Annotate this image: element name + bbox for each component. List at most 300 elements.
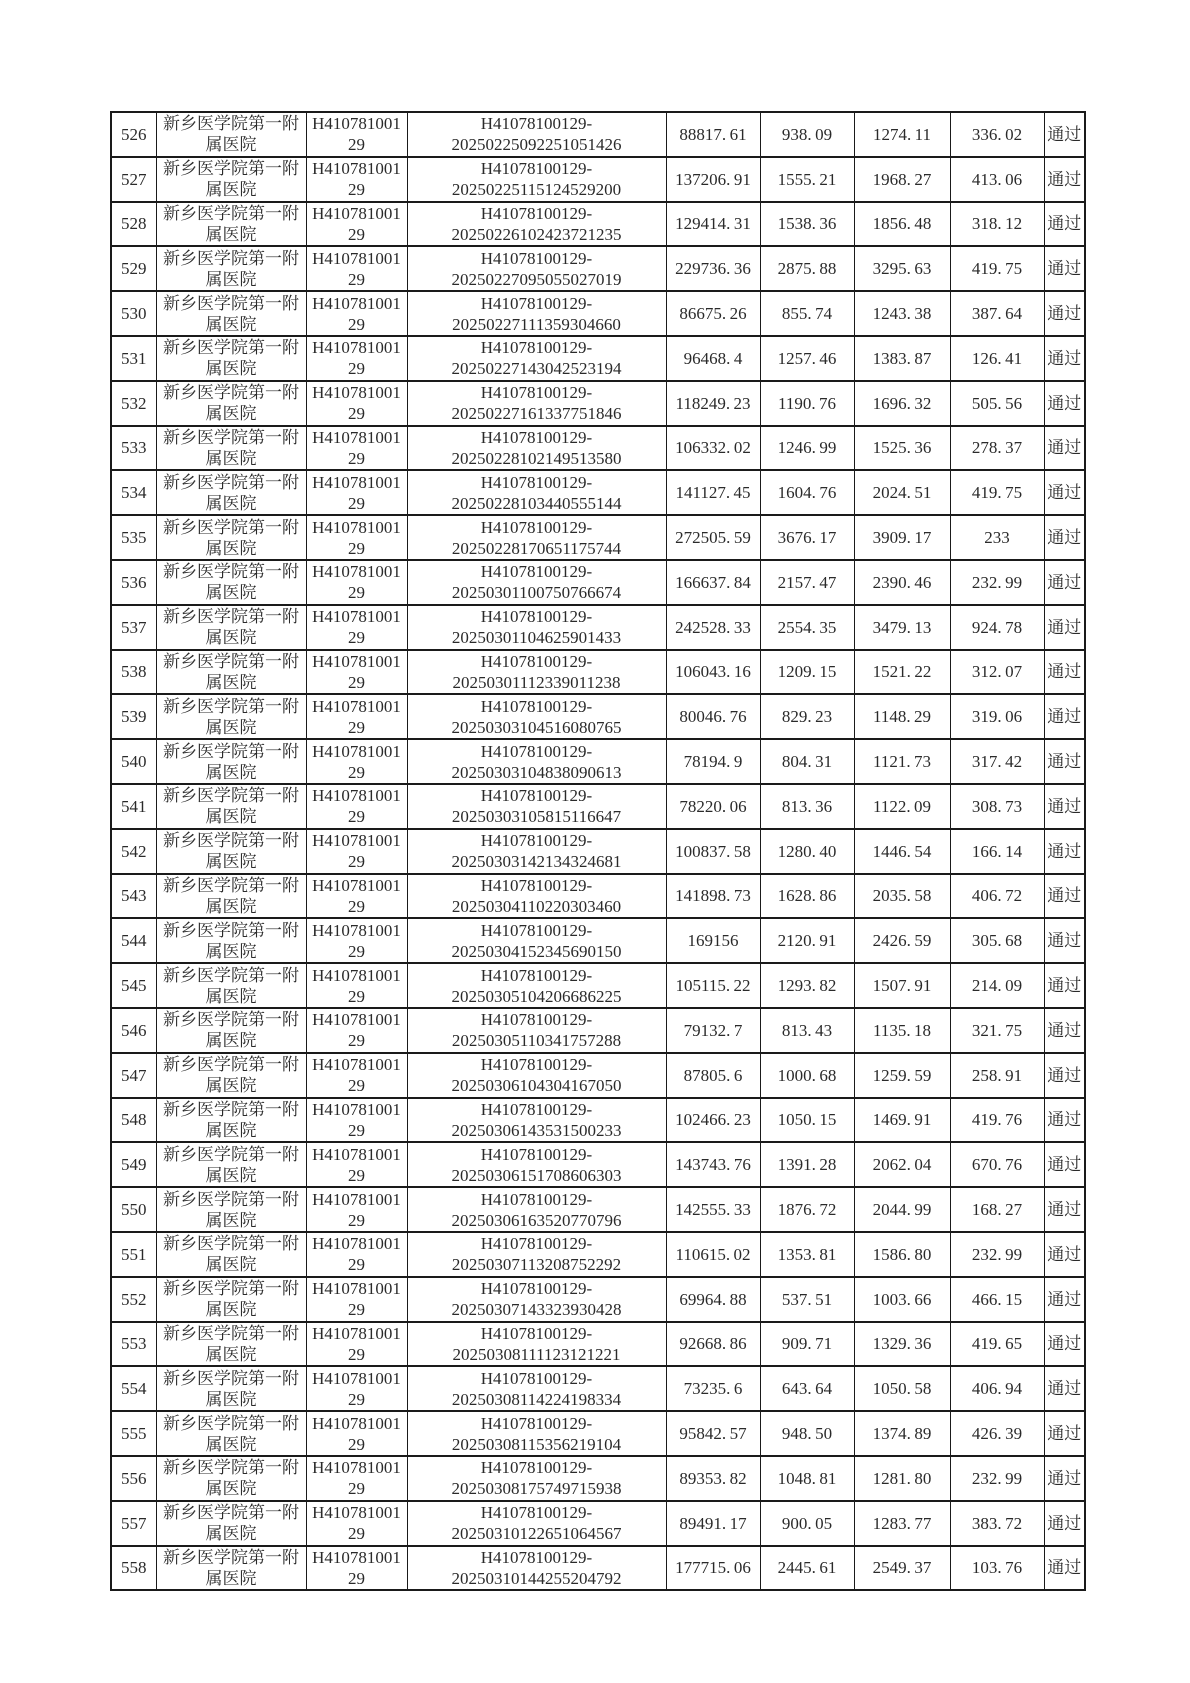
amount-cell-2: 909. 71 — [760, 1322, 854, 1367]
table-row — [111, 1142, 1085, 1187]
amount-cell-2: 1000. 68 — [760, 1053, 854, 1098]
unit-name-cell: 新乡医学院第一附 属医院 — [156, 1456, 306, 1501]
amount-cell-2: 2120. 91 — [760, 918, 854, 963]
unit-name-cell: 新乡医学院第一附 属医院 — [156, 560, 306, 605]
amount-cell-4: 419. 75 — [950, 470, 1044, 515]
amount-cell-3: 1856. 48 — [854, 202, 950, 247]
row-number-cell: 552 — [111, 1277, 156, 1322]
amount-cell-3: 1003. 66 — [854, 1277, 950, 1322]
document-page — [110, 111, 1086, 1591]
unit-code-cell: H410781001 29 — [306, 874, 407, 919]
unit-code-cell: H410781001 29 — [306, 291, 407, 336]
amount-cell-3: 1374. 89 — [854, 1411, 950, 1456]
table-row — [111, 1546, 1085, 1591]
unit-name-cell: 新乡医学院第一附 属医院 — [156, 112, 306, 157]
amount-cell-2: 1391. 28 — [760, 1142, 854, 1187]
amount-cell-2: 1628. 86 — [760, 874, 854, 919]
amount-cell-1: 242528. 33 — [666, 605, 760, 650]
unit-name-cell: 新乡医学院第一附 属医院 — [156, 1501, 306, 1546]
result-cell: 通过 — [1044, 829, 1085, 874]
amount-cell-3: 1283. 77 — [854, 1501, 950, 1546]
unit-code-cell: H410781001 29 — [306, 963, 407, 1008]
row-number-cell: 527 — [111, 157, 156, 202]
unit-name-cell: 新乡医学院第一附 属医院 — [156, 739, 306, 784]
unit-name-cell: 新乡医学院第一附 属医院 — [156, 694, 306, 739]
unit-name-cell: 新乡医学院第一附 属医院 — [156, 1098, 306, 1143]
result-cell: 通过 — [1044, 963, 1085, 1008]
amount-cell-4: 312. 07 — [950, 650, 1044, 695]
unit-code-cell: H410781001 29 — [306, 1546, 407, 1591]
voucher-number-cell: H41078100129- 20250303105815116647 — [407, 784, 666, 829]
row-number-cell: 534 — [111, 470, 156, 515]
result-cell: 通过 — [1044, 336, 1085, 381]
unit-code-cell: H410781001 29 — [306, 470, 407, 515]
amount-cell-1: 166637. 84 — [666, 560, 760, 605]
voucher-number-cell: H41078100129- 20250306163520770796 — [407, 1187, 666, 1232]
amount-cell-4: 305. 68 — [950, 918, 1044, 963]
amount-cell-2: 813. 43 — [760, 1008, 854, 1053]
voucher-number-cell: H41078100129- 20250227111359304660 — [407, 291, 666, 336]
voucher-number-cell: H41078100129- 20250301112339011238 — [407, 650, 666, 695]
amount-cell-1: 80046. 76 — [666, 694, 760, 739]
amount-cell-4: 308. 73 — [950, 784, 1044, 829]
unit-name-cell: 新乡医学院第一附 属医院 — [156, 381, 306, 426]
amount-cell-3: 1507. 91 — [854, 963, 950, 1008]
table-row — [111, 426, 1085, 471]
voucher-number-cell: H41078100129- 20250305104206686225 — [407, 963, 666, 1008]
amount-cell-1: 92668. 86 — [666, 1322, 760, 1367]
amount-cell-1: 89491. 17 — [666, 1501, 760, 1546]
amount-cell-3: 2390. 46 — [854, 560, 950, 605]
row-number-cell: 526 — [111, 112, 156, 157]
amount-cell-1: 86675. 26 — [666, 291, 760, 336]
unit-code-cell: H410781001 29 — [306, 1366, 407, 1411]
amount-cell-1: 78194. 9 — [666, 739, 760, 784]
table-row — [111, 1411, 1085, 1456]
voucher-number-cell: H41078100129- 20250304110220303460 — [407, 874, 666, 919]
unit-name-cell: 新乡医学院第一附 属医院 — [156, 1187, 306, 1232]
amount-cell-2: 900. 05 — [760, 1501, 854, 1546]
amount-cell-1: 118249. 23 — [666, 381, 760, 426]
amount-cell-2: 1190. 76 — [760, 381, 854, 426]
amount-cell-1: 95842. 57 — [666, 1411, 760, 1456]
row-number-cell: 557 — [111, 1501, 156, 1546]
amount-cell-1: 106332. 02 — [666, 426, 760, 471]
unit-code-cell: H410781001 29 — [306, 1098, 407, 1143]
table-row — [111, 874, 1085, 919]
amount-cell-3: 1696. 32 — [854, 381, 950, 426]
row-number-cell: 538 — [111, 650, 156, 695]
amount-cell-3: 1968. 27 — [854, 157, 950, 202]
result-cell: 通过 — [1044, 1187, 1085, 1232]
amount-cell-2: 1050. 15 — [760, 1098, 854, 1143]
unit-code-cell: H410781001 29 — [306, 381, 407, 426]
table-row — [111, 1277, 1085, 1322]
amount-cell-4: 232. 99 — [950, 1456, 1044, 1501]
table-row — [111, 963, 1085, 1008]
row-number-cell: 545 — [111, 963, 156, 1008]
amount-cell-3: 1329. 36 — [854, 1322, 950, 1367]
amount-cell-3: 1586. 80 — [854, 1232, 950, 1277]
amount-cell-3: 1383. 87 — [854, 336, 950, 381]
row-number-cell: 553 — [111, 1322, 156, 1367]
table-row — [111, 650, 1085, 695]
row-number-cell: 558 — [111, 1546, 156, 1591]
result-cell: 通过 — [1044, 381, 1085, 426]
table-row — [111, 694, 1085, 739]
unit-name-cell: 新乡医学院第一附 属医院 — [156, 336, 306, 381]
amount-cell-4: 466. 15 — [950, 1277, 1044, 1322]
row-number-cell: 549 — [111, 1142, 156, 1187]
amount-cell-2: 813. 36 — [760, 784, 854, 829]
row-number-cell: 550 — [111, 1187, 156, 1232]
unit-code-cell: H410781001 29 — [306, 426, 407, 471]
row-number-cell: 529 — [111, 246, 156, 291]
amount-cell-4: 214. 09 — [950, 963, 1044, 1008]
row-number-cell: 555 — [111, 1411, 156, 1456]
unit-code-cell: H410781001 29 — [306, 202, 407, 247]
amount-cell-4: 419. 76 — [950, 1098, 1044, 1143]
amount-cell-1: 88817. 61 — [666, 112, 760, 157]
unit-name-cell: 新乡医学院第一附 属医院 — [156, 426, 306, 471]
result-cell: 通过 — [1044, 694, 1085, 739]
amount-cell-3: 1525. 36 — [854, 426, 950, 471]
amount-cell-3: 3479. 13 — [854, 605, 950, 650]
result-cell: 通过 — [1044, 1366, 1085, 1411]
voucher-number-cell: H41078100129- 20250225092251051426 — [407, 112, 666, 157]
amount-cell-4: 419. 75 — [950, 246, 1044, 291]
unit-code-cell: H410781001 29 — [306, 1053, 407, 1098]
result-cell: 通过 — [1044, 470, 1085, 515]
table-row — [111, 1322, 1085, 1367]
row-number-cell: 540 — [111, 739, 156, 784]
result-cell: 通过 — [1044, 112, 1085, 157]
amount-cell-1: 106043. 16 — [666, 650, 760, 695]
table-row — [111, 1501, 1085, 1546]
voucher-number-cell: H41078100129- 20250227095055027019 — [407, 246, 666, 291]
amount-cell-1: 137206. 91 — [666, 157, 760, 202]
amount-cell-2: 2445. 61 — [760, 1546, 854, 1591]
amount-cell-1: 102466. 23 — [666, 1098, 760, 1143]
amount-cell-4: 406. 72 — [950, 874, 1044, 919]
amount-cell-3: 1274. 11 — [854, 112, 950, 157]
amount-cell-1: 105115. 22 — [666, 963, 760, 1008]
amount-cell-2: 938. 09 — [760, 112, 854, 157]
result-cell: 通过 — [1044, 784, 1085, 829]
result-cell: 通过 — [1044, 1456, 1085, 1501]
voucher-number-cell: H41078100129- 20250303104516080765 — [407, 694, 666, 739]
amount-cell-3: 1135. 18 — [854, 1008, 950, 1053]
unit-name-cell: 新乡医学院第一附 属医院 — [156, 246, 306, 291]
amount-cell-1: 78220. 06 — [666, 784, 760, 829]
unit-code-cell: H410781001 29 — [306, 560, 407, 605]
amount-cell-4: 505. 56 — [950, 381, 1044, 426]
voucher-number-cell: H41078100129- 20250303142134324681 — [407, 829, 666, 874]
unit-name-cell: 新乡医学院第一附 属医院 — [156, 605, 306, 650]
table-row — [111, 112, 1085, 157]
amount-cell-1: 100837. 58 — [666, 829, 760, 874]
amount-cell-2: 537. 51 — [760, 1277, 854, 1322]
voucher-number-cell: H41078100129- 20250301104625901433 — [407, 605, 666, 650]
row-number-cell: 536 — [111, 560, 156, 605]
amount-cell-2: 1257. 46 — [760, 336, 854, 381]
amount-cell-4: 278. 37 — [950, 426, 1044, 471]
unit-name-cell: 新乡医学院第一附 属医院 — [156, 1232, 306, 1277]
unit-name-cell: 新乡医学院第一附 属医院 — [156, 963, 306, 1008]
voucher-table-body — [111, 112, 1085, 1590]
amount-cell-2: 1048. 81 — [760, 1456, 854, 1501]
voucher-number-cell: H41078100129- 20250225115124529200 — [407, 157, 666, 202]
table-row — [111, 336, 1085, 381]
voucher-number-cell: H41078100129- 20250308111123121221 — [407, 1322, 666, 1367]
amount-cell-3: 1122. 09 — [854, 784, 950, 829]
voucher-number-cell: H41078100129- 20250227143042523194 — [407, 336, 666, 381]
amount-cell-4: 426. 39 — [950, 1411, 1044, 1456]
unit-name-cell: 新乡医学院第一附 属医院 — [156, 157, 306, 202]
amount-cell-2: 1538. 36 — [760, 202, 854, 247]
amount-cell-4: 387. 64 — [950, 291, 1044, 336]
unit-code-cell: H410781001 29 — [306, 1501, 407, 1546]
row-number-cell: 539 — [111, 694, 156, 739]
result-cell: 通过 — [1044, 918, 1085, 963]
voucher-number-cell: H41078100129- 20250307113208752292 — [407, 1232, 666, 1277]
table-row — [111, 381, 1085, 426]
voucher-number-cell: H41078100129- 20250303104838090613 — [407, 739, 666, 784]
unit-code-cell: H410781001 29 — [306, 336, 407, 381]
voucher-number-cell: H41078100129- 20250228102149513580 — [407, 426, 666, 471]
result-cell: 通过 — [1044, 560, 1085, 605]
amount-cell-2: 2554. 35 — [760, 605, 854, 650]
unit-name-cell: 新乡医学院第一附 属医院 — [156, 202, 306, 247]
unit-code-cell: H410781001 29 — [306, 1322, 407, 1367]
amount-cell-3: 2035. 58 — [854, 874, 950, 919]
result-cell: 通过 — [1044, 426, 1085, 471]
table-row — [111, 1008, 1085, 1053]
voucher-number-cell: H41078100129- 20250310144255204792 — [407, 1546, 666, 1591]
amount-cell-3: 1148. 29 — [854, 694, 950, 739]
voucher-number-cell: H41078100129- 20250301100750766674 — [407, 560, 666, 605]
amount-cell-2: 1209. 15 — [760, 650, 854, 695]
amount-cell-3: 1050. 58 — [854, 1366, 950, 1411]
row-number-cell: 548 — [111, 1098, 156, 1143]
amount-cell-2: 1555. 21 — [760, 157, 854, 202]
amount-cell-2: 1876. 72 — [760, 1187, 854, 1232]
result-cell: 通过 — [1044, 1142, 1085, 1187]
table-row — [111, 470, 1085, 515]
voucher-number-cell: H41078100129- 20250306104304167050 — [407, 1053, 666, 1098]
unit-code-cell: H410781001 29 — [306, 829, 407, 874]
unit-name-cell: 新乡医学院第一附 属医院 — [156, 1322, 306, 1367]
table-row — [111, 560, 1085, 605]
unit-code-cell: H410781001 29 — [306, 784, 407, 829]
unit-code-cell: H410781001 29 — [306, 1232, 407, 1277]
voucher-number-cell: H41078100129- 20250307143323930428 — [407, 1277, 666, 1322]
row-number-cell: 542 — [111, 829, 156, 874]
result-cell: 通过 — [1044, 1053, 1085, 1098]
result-cell: 通过 — [1044, 157, 1085, 202]
result-cell: 通过 — [1044, 202, 1085, 247]
amount-cell-3: 1259. 59 — [854, 1053, 950, 1098]
unit-code-cell: H410781001 29 — [306, 650, 407, 695]
unit-name-cell: 新乡医学院第一附 属医院 — [156, 650, 306, 695]
amount-cell-4: 233 — [950, 515, 1044, 560]
amount-cell-4: 317. 42 — [950, 739, 1044, 784]
unit-code-cell: H410781001 29 — [306, 1142, 407, 1187]
result-cell: 通过 — [1044, 1411, 1085, 1456]
amount-cell-1: 89353. 82 — [666, 1456, 760, 1501]
amount-cell-4: 232. 99 — [950, 560, 1044, 605]
amount-cell-1: 73235. 6 — [666, 1366, 760, 1411]
voucher-number-cell: H41078100129- 20250304152345690150 — [407, 918, 666, 963]
unit-name-cell: 新乡医学院第一附 属医院 — [156, 1366, 306, 1411]
result-cell: 通过 — [1044, 1232, 1085, 1277]
amount-cell-4: 336. 02 — [950, 112, 1044, 157]
row-number-cell: 547 — [111, 1053, 156, 1098]
amount-cell-3: 1281. 80 — [854, 1456, 950, 1501]
table-row — [111, 1232, 1085, 1277]
voucher-table — [110, 111, 1086, 1591]
row-number-cell: 535 — [111, 515, 156, 560]
table-row — [111, 1053, 1085, 1098]
result-cell: 通过 — [1044, 739, 1085, 784]
unit-code-cell: H410781001 29 — [306, 515, 407, 560]
table-row — [111, 1366, 1085, 1411]
amount-cell-1: 143743. 76 — [666, 1142, 760, 1187]
amount-cell-1: 110615. 02 — [666, 1232, 760, 1277]
voucher-number-cell: H41078100129- 20250308175749715938 — [407, 1456, 666, 1501]
amount-cell-3: 2024. 51 — [854, 470, 950, 515]
amount-cell-4: 924. 78 — [950, 605, 1044, 650]
row-number-cell: 546 — [111, 1008, 156, 1053]
unit-code-cell: H410781001 29 — [306, 1187, 407, 1232]
table-row — [111, 202, 1085, 247]
amount-cell-1: 142555. 33 — [666, 1187, 760, 1232]
amount-cell-4: 126. 41 — [950, 336, 1044, 381]
amount-cell-1: 96468. 4 — [666, 336, 760, 381]
amount-cell-4: 406. 94 — [950, 1366, 1044, 1411]
result-cell: 通过 — [1044, 650, 1085, 695]
amount-cell-1: 69964. 88 — [666, 1277, 760, 1322]
unit-name-cell: 新乡医学院第一附 属医院 — [156, 470, 306, 515]
amount-cell-3: 1469. 91 — [854, 1098, 950, 1143]
table-row — [111, 605, 1085, 650]
table-row — [111, 1098, 1085, 1143]
unit-code-cell: H410781001 29 — [306, 739, 407, 784]
amount-cell-3: 1446. 54 — [854, 829, 950, 874]
unit-name-cell: 新乡医学院第一附 属医院 — [156, 1411, 306, 1456]
unit-name-cell: 新乡医学院第一附 属医院 — [156, 1053, 306, 1098]
table-row — [111, 1456, 1085, 1501]
table-row — [111, 739, 1085, 784]
voucher-number-cell: H41078100129- 20250310122651064567 — [407, 1501, 666, 1546]
result-cell: 通过 — [1044, 1277, 1085, 1322]
result-cell: 通过 — [1044, 1098, 1085, 1143]
unit-name-cell: 新乡医学院第一附 属医院 — [156, 1277, 306, 1322]
row-number-cell: 556 — [111, 1456, 156, 1501]
unit-name-cell: 新乡医学院第一附 属医院 — [156, 829, 306, 874]
unit-name-cell: 新乡医学院第一附 属医院 — [156, 515, 306, 560]
amount-cell-1: 79132. 7 — [666, 1008, 760, 1053]
unit-name-cell: 新乡医学院第一附 属医院 — [156, 874, 306, 919]
amount-cell-4: 166. 14 — [950, 829, 1044, 874]
row-number-cell: 543 — [111, 874, 156, 919]
result-cell: 通过 — [1044, 874, 1085, 919]
amount-cell-4: 258. 91 — [950, 1053, 1044, 1098]
amount-cell-3: 1521. 22 — [854, 650, 950, 695]
amount-cell-2: 643. 64 — [760, 1366, 854, 1411]
row-number-cell: 530 — [111, 291, 156, 336]
amount-cell-1: 229736. 36 — [666, 246, 760, 291]
unit-name-cell: 新乡医学院第一附 属医院 — [156, 918, 306, 963]
amount-cell-1: 129414. 31 — [666, 202, 760, 247]
table-row — [111, 829, 1085, 874]
voucher-number-cell: H41078100129- 20250228170651175744 — [407, 515, 666, 560]
table-row — [111, 784, 1085, 829]
row-number-cell: 532 — [111, 381, 156, 426]
voucher-number-cell: H41078100129- 20250308115356219104 — [407, 1411, 666, 1456]
unit-name-cell: 新乡医学院第一附 属医院 — [156, 1142, 306, 1187]
unit-code-cell: H410781001 29 — [306, 112, 407, 157]
amount-cell-2: 1293. 82 — [760, 963, 854, 1008]
amount-cell-2: 1246. 99 — [760, 426, 854, 471]
unit-code-cell: H410781001 29 — [306, 1008, 407, 1053]
voucher-number-cell: H41078100129- 20250305110341757288 — [407, 1008, 666, 1053]
row-number-cell: 531 — [111, 336, 156, 381]
amount-cell-4: 318. 12 — [950, 202, 1044, 247]
voucher-number-cell: H41078100129- 20250306143531500233 — [407, 1098, 666, 1143]
amount-cell-3: 2044. 99 — [854, 1187, 950, 1232]
row-number-cell: 554 — [111, 1366, 156, 1411]
unit-name-cell: 新乡医学院第一附 属医院 — [156, 291, 306, 336]
amount-cell-4: 419. 65 — [950, 1322, 1044, 1367]
amount-cell-1: 177715. 06 — [666, 1546, 760, 1591]
amount-cell-4: 168. 27 — [950, 1187, 1044, 1232]
unit-code-cell: H410781001 29 — [306, 157, 407, 202]
table-row — [111, 291, 1085, 336]
amount-cell-4: 383. 72 — [950, 1501, 1044, 1546]
amount-cell-2: 2157. 47 — [760, 560, 854, 605]
amount-cell-3: 2062. 04 — [854, 1142, 950, 1187]
result-cell: 通过 — [1044, 1008, 1085, 1053]
unit-code-cell: H410781001 29 — [306, 1411, 407, 1456]
amount-cell-4: 413. 06 — [950, 157, 1044, 202]
unit-name-cell: 新乡医学院第一附 属医院 — [156, 784, 306, 829]
amount-cell-3: 1121. 73 — [854, 739, 950, 784]
table-row — [111, 515, 1085, 560]
row-number-cell: 533 — [111, 426, 156, 471]
voucher-number-cell: H41078100129- 20250306151708606303 — [407, 1142, 666, 1187]
amount-cell-3: 2426. 59 — [854, 918, 950, 963]
amount-cell-4: 232. 99 — [950, 1232, 1044, 1277]
amount-cell-1: 272505. 59 — [666, 515, 760, 560]
amount-cell-1: 87805. 6 — [666, 1053, 760, 1098]
amount-cell-2: 855. 74 — [760, 291, 854, 336]
result-cell: 通过 — [1044, 1501, 1085, 1546]
unit-code-cell: H410781001 29 — [306, 918, 407, 963]
amount-cell-2: 3676. 17 — [760, 515, 854, 560]
unit-code-cell: H410781001 29 — [306, 1277, 407, 1322]
unit-name-cell: 新乡医学院第一附 属医院 — [156, 1546, 306, 1591]
amount-cell-4: 103. 76 — [950, 1546, 1044, 1591]
unit-code-cell: H410781001 29 — [306, 1456, 407, 1501]
amount-cell-1: 141127. 45 — [666, 470, 760, 515]
row-number-cell: 528 — [111, 202, 156, 247]
table-row — [111, 157, 1085, 202]
result-cell: 通过 — [1044, 515, 1085, 560]
amount-cell-2: 2875. 88 — [760, 246, 854, 291]
voucher-number-cell: H41078100129- 20250226102423721235 — [407, 202, 666, 247]
row-number-cell: 537 — [111, 605, 156, 650]
